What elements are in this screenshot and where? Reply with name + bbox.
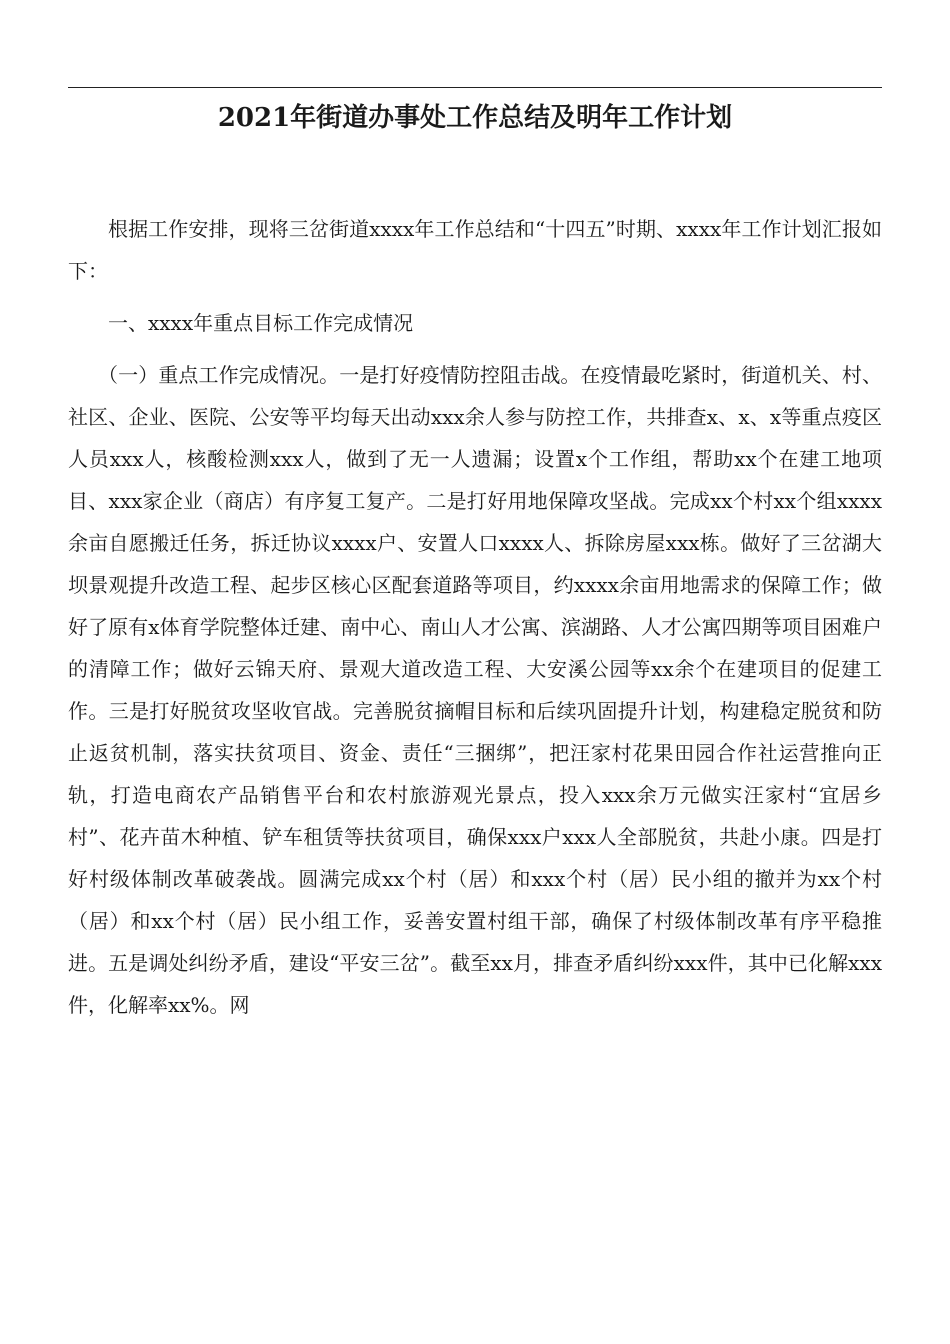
intro-paragraph: 根据工作安排，现将三岔街道xxxx年工作总结和“十四五”时期、xxxx年工作计划汇报如下： <box>68 217 882 283</box>
body-paragraph: （一）重点工作完成情况。一是打好疫情防控阻击战。在疫情最吃紧时，街道机关、村、社区、企业、医院、公安等平均每天出动xxx余人参与防控工作，共排查x、x、x等重点疫区人员xxx人，核酸检测xxx人，做到了无一人遗漏；设置x个工作组，帮助xx个在建工地项目、xxx家企业（商店）有序复工复产。二是打好用地保障攻坚战。完成xx个村xx个组xxxx余亩自愿搬迁任务，拆迁协议xxxx户、安置人口xxxx人、拆除房屋xxx栋。做好了三岔湖大坝景观提升改造工程、起步区核心区配套道路等项目，约xxxx余亩用地需求的保障工作；做好了原有x体育学院整体迁建、南中心、南山人才公寓、滨湖路、人才公寓四期等项目困难户的清障工作；做好云锦天府、景观大道改造工程、大安溪公园等xx余个在建项目的促建工作。三是打好脱贫攻坚收官战。完善脱贫摘帽目标和后续巩固提升计划，构建稳定脱贫和防止返贫机制，落实扶贫项目、资金、责任“三捆绑”，把汪家村花果田园合作社运营推向正轨，打造电商农产品销售平台和农村旅游观光景点，投入xxx余万元做实汪家村“宜居乡村”、花卉苗木种植、铲车租赁等扶贫项目，确保xxx户xxx人全部脱贫，共赴小康。四是打好村级体制改革破袭战。圆满完成xx个村（居）和xxx个村（居）民小组的撤并为xx个村（居）和xx个村（居）民小组工作，妥善安置村组干部，确保了村级体制改革有序平稳推进。五是调处纠纷矛盾，建设“平安三岔”。截至xx月，排查矛盾纠纷xxx件，其中已化解xxx件，化解率xx%。网 <box>68 363 882 1017</box>
document-title: 2021年街道办事处工作总结及明年工作计划 <box>217 103 733 133</box>
section-heading: 一、xxxx年重点目标工作完成情况 <box>108 311 414 335</box>
header-rule <box>68 87 882 88</box>
document-body <box>68 208 882 1026</box>
